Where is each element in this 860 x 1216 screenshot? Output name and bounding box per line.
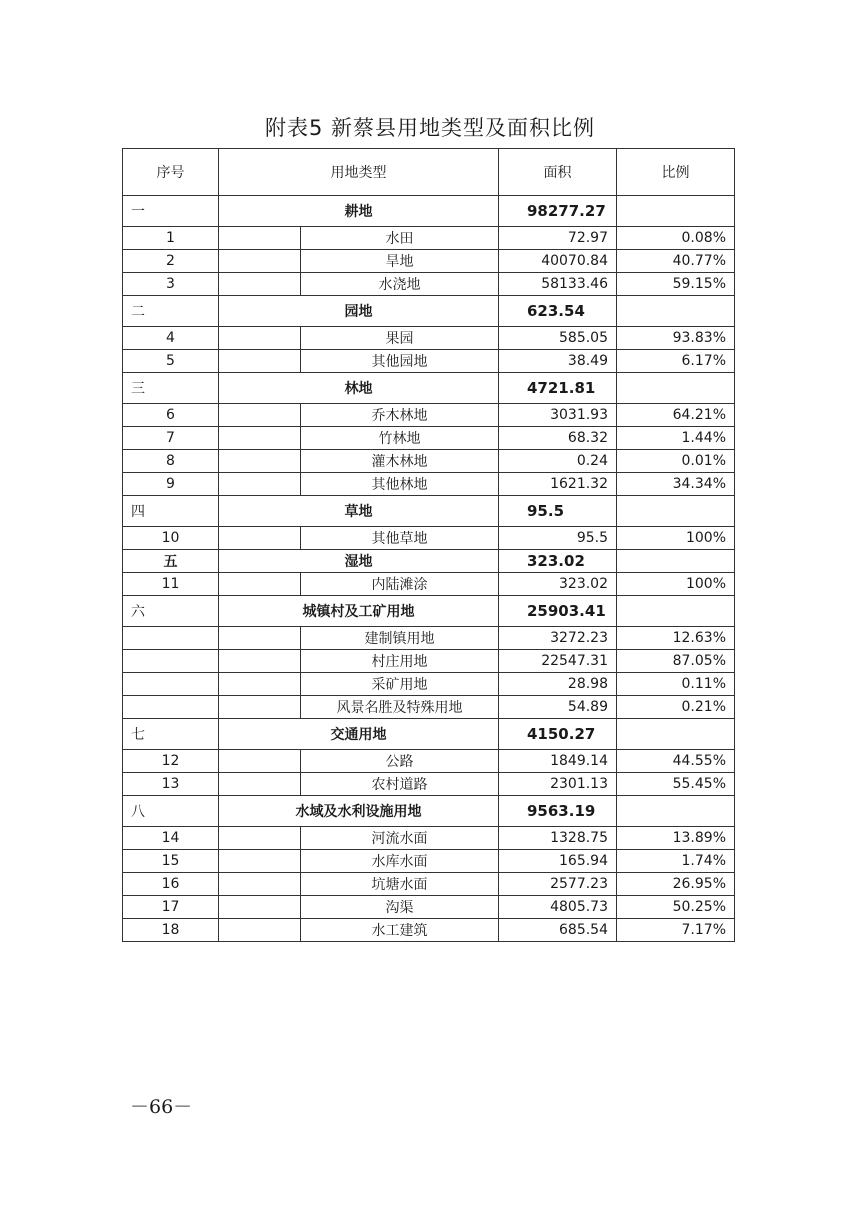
category-index: 二 xyxy=(123,296,219,327)
category-index: 四 xyxy=(123,496,219,527)
row-ratio: 100% xyxy=(617,527,735,550)
row-index xyxy=(123,696,219,719)
table-row xyxy=(123,350,735,373)
category-row xyxy=(123,796,735,827)
category-row xyxy=(123,496,735,527)
row-index: 15 xyxy=(123,850,219,873)
row-type: 果园 xyxy=(301,327,499,350)
row-area: 28.98 xyxy=(499,673,617,696)
row-area: 54.89 xyxy=(499,696,617,719)
category-row xyxy=(123,373,735,404)
row-area: 68.32 xyxy=(499,427,617,450)
row-spacer xyxy=(219,696,301,719)
table-title: 附表5 新蔡县用地类型及面积比例 xyxy=(264,116,596,140)
row-index: 10 xyxy=(123,527,219,550)
row-ratio: 34.34% xyxy=(617,473,735,496)
category-name: 林地 xyxy=(219,373,499,404)
table-row xyxy=(123,250,735,273)
row-type: 坑塘水面 xyxy=(301,873,499,896)
category-row xyxy=(123,719,735,750)
row-spacer xyxy=(219,573,301,596)
table-body xyxy=(123,196,735,942)
page-number: －66－ xyxy=(130,1096,193,1118)
row-type: 建制镇用地 xyxy=(301,627,499,650)
row-type: 其他林地 xyxy=(301,473,499,496)
category-ratio xyxy=(617,550,735,573)
table-row xyxy=(123,573,735,596)
category-name: 耕地 xyxy=(219,196,499,227)
land-use-table xyxy=(122,148,735,942)
category-area: 323.02 xyxy=(499,550,617,573)
row-type: 其他园地 xyxy=(301,350,499,373)
category-row xyxy=(123,196,735,227)
row-spacer xyxy=(219,250,301,273)
row-area: 1621.32 xyxy=(499,473,617,496)
row-index: 6 xyxy=(123,404,219,427)
row-ratio: 50.25% xyxy=(617,896,735,919)
category-name: 水域及水利设施用地 xyxy=(219,796,499,827)
row-type: 灌木林地 xyxy=(301,450,499,473)
row-spacer xyxy=(219,327,301,350)
row-ratio: 0.21% xyxy=(617,696,735,719)
row-spacer xyxy=(219,827,301,850)
category-ratio xyxy=(617,373,735,404)
row-area: 165.94 xyxy=(499,850,617,873)
row-type: 河流水面 xyxy=(301,827,499,850)
row-area: 58133.46 xyxy=(499,273,617,296)
category-name: 交通用地 xyxy=(219,719,499,750)
row-type: 旱地 xyxy=(301,250,499,273)
row-type: 其他草地 xyxy=(301,527,499,550)
row-spacer xyxy=(219,473,301,496)
row-ratio: 55.45% xyxy=(617,773,735,796)
row-index: 2 xyxy=(123,250,219,273)
row-type: 乔木林地 xyxy=(301,404,499,427)
header-row xyxy=(123,149,735,196)
category-index: 八 xyxy=(123,796,219,827)
row-index: 11 xyxy=(123,573,219,596)
row-area: 40070.84 xyxy=(499,250,617,273)
row-spacer xyxy=(219,350,301,373)
category-area: 4721.81 xyxy=(499,373,617,404)
row-index: 14 xyxy=(123,827,219,850)
category-area: 25903.41 xyxy=(499,596,617,627)
row-area: 38.49 xyxy=(499,350,617,373)
category-ratio xyxy=(617,196,735,227)
row-type: 风景名胜及特殊用地 xyxy=(301,696,499,719)
row-ratio: 87.05% xyxy=(617,650,735,673)
table-row xyxy=(123,227,735,250)
row-area: 685.54 xyxy=(499,919,617,942)
row-type: 公路 xyxy=(301,750,499,773)
row-ratio: 44.55% xyxy=(617,750,735,773)
row-type: 村庄用地 xyxy=(301,650,499,673)
category-index: 一 xyxy=(123,196,219,227)
row-spacer xyxy=(219,750,301,773)
row-spacer xyxy=(219,673,301,696)
category-row xyxy=(123,296,735,327)
row-area: 1849.14 xyxy=(499,750,617,773)
row-index: 18 xyxy=(123,919,219,942)
row-area: 2301.13 xyxy=(499,773,617,796)
category-name: 城镇村及工矿用地 xyxy=(219,596,499,627)
table-row xyxy=(123,527,735,550)
row-ratio: 59.15% xyxy=(617,273,735,296)
category-ratio xyxy=(617,796,735,827)
category-name: 湿地 xyxy=(219,550,499,573)
table-row xyxy=(123,773,735,796)
row-ratio: 93.83% xyxy=(617,327,735,350)
row-type: 水浇地 xyxy=(301,273,499,296)
category-index: 六 xyxy=(123,596,219,627)
row-type: 农村道路 xyxy=(301,773,499,796)
row-ratio: 1.44% xyxy=(617,427,735,450)
row-ratio: 6.17% xyxy=(617,350,735,373)
row-spacer xyxy=(219,896,301,919)
row-index: 9 xyxy=(123,473,219,496)
row-area: 3272.23 xyxy=(499,627,617,650)
table-row xyxy=(123,896,735,919)
table-row xyxy=(123,919,735,942)
row-type: 采矿用地 xyxy=(301,673,499,696)
category-index: 五 xyxy=(123,550,219,573)
category-row xyxy=(123,550,735,573)
table-row xyxy=(123,750,735,773)
row-ratio: 1.74% xyxy=(617,850,735,873)
row-spacer xyxy=(219,850,301,873)
header-area: 面积 xyxy=(499,149,617,196)
category-name: 草地 xyxy=(219,496,499,527)
row-index: 16 xyxy=(123,873,219,896)
row-spacer xyxy=(219,273,301,296)
row-ratio: 0.08% xyxy=(617,227,735,250)
row-type: 水田 xyxy=(301,227,499,250)
table-row xyxy=(123,850,735,873)
row-index: 13 xyxy=(123,773,219,796)
row-type: 竹林地 xyxy=(301,427,499,450)
category-row xyxy=(123,596,735,627)
row-index xyxy=(123,673,219,696)
row-ratio: 7.17% xyxy=(617,919,735,942)
row-spacer xyxy=(219,227,301,250)
row-ratio: 40.77% xyxy=(617,250,735,273)
category-area: 4150.27 xyxy=(499,719,617,750)
row-area: 3031.93 xyxy=(499,404,617,427)
table-row xyxy=(123,273,735,296)
row-spacer xyxy=(219,427,301,450)
row-ratio: 0.11% xyxy=(617,673,735,696)
row-area: 95.5 xyxy=(499,527,617,550)
row-area: 1328.75 xyxy=(499,827,617,850)
category-area: 98277.27 xyxy=(499,196,617,227)
row-spacer xyxy=(219,773,301,796)
row-index: 8 xyxy=(123,450,219,473)
row-ratio: 13.89% xyxy=(617,827,735,850)
table-row xyxy=(123,450,735,473)
row-spacer xyxy=(219,404,301,427)
row-index xyxy=(123,650,219,673)
table-row xyxy=(123,327,735,350)
row-area: 585.05 xyxy=(499,327,617,350)
category-index: 七 xyxy=(123,719,219,750)
row-ratio: 26.95% xyxy=(617,873,735,896)
row-index: 12 xyxy=(123,750,219,773)
row-ratio: 12.63% xyxy=(617,627,735,650)
row-spacer xyxy=(219,527,301,550)
category-area: 9563.19 xyxy=(499,796,617,827)
row-ratio: 100% xyxy=(617,573,735,596)
row-index: 4 xyxy=(123,327,219,350)
row-area: 2577.23 xyxy=(499,873,617,896)
row-spacer xyxy=(219,873,301,896)
category-area: 623.54 xyxy=(499,296,617,327)
row-index: 1 xyxy=(123,227,219,250)
row-area: 22547.31 xyxy=(499,650,617,673)
table-row xyxy=(123,404,735,427)
table-row xyxy=(123,873,735,896)
table-row xyxy=(123,627,735,650)
row-index: 7 xyxy=(123,427,219,450)
row-index: 3 xyxy=(123,273,219,296)
category-name: 园地 xyxy=(219,296,499,327)
category-ratio xyxy=(617,719,735,750)
table-row xyxy=(123,673,735,696)
row-index: 5 xyxy=(123,350,219,373)
row-area: 323.02 xyxy=(499,573,617,596)
row-type: 沟渠 xyxy=(301,896,499,919)
header-ratio: 比例 xyxy=(617,149,735,196)
header-type: 用地类型 xyxy=(219,149,499,196)
row-spacer xyxy=(219,650,301,673)
row-ratio: 0.01% xyxy=(617,450,735,473)
row-ratio: 64.21% xyxy=(617,404,735,427)
header-index: 序号 xyxy=(123,149,219,196)
row-type: 水库水面 xyxy=(301,850,499,873)
row-type: 水工建筑 xyxy=(301,919,499,942)
row-index: 17 xyxy=(123,896,219,919)
table-row xyxy=(123,827,735,850)
table-row xyxy=(123,473,735,496)
row-area: 4805.73 xyxy=(499,896,617,919)
row-spacer xyxy=(219,919,301,942)
row-spacer xyxy=(219,450,301,473)
row-area: 0.24 xyxy=(499,450,617,473)
row-area: 72.97 xyxy=(499,227,617,250)
category-ratio xyxy=(617,296,735,327)
table-row xyxy=(123,427,735,450)
category-area: 95.5 xyxy=(499,496,617,527)
table-row xyxy=(123,650,735,673)
table-row xyxy=(123,696,735,719)
row-spacer xyxy=(219,627,301,650)
category-index: 三 xyxy=(123,373,219,404)
category-ratio xyxy=(617,596,735,627)
row-index xyxy=(123,627,219,650)
category-ratio xyxy=(617,496,735,527)
row-type: 内陆滩涂 xyxy=(301,573,499,596)
